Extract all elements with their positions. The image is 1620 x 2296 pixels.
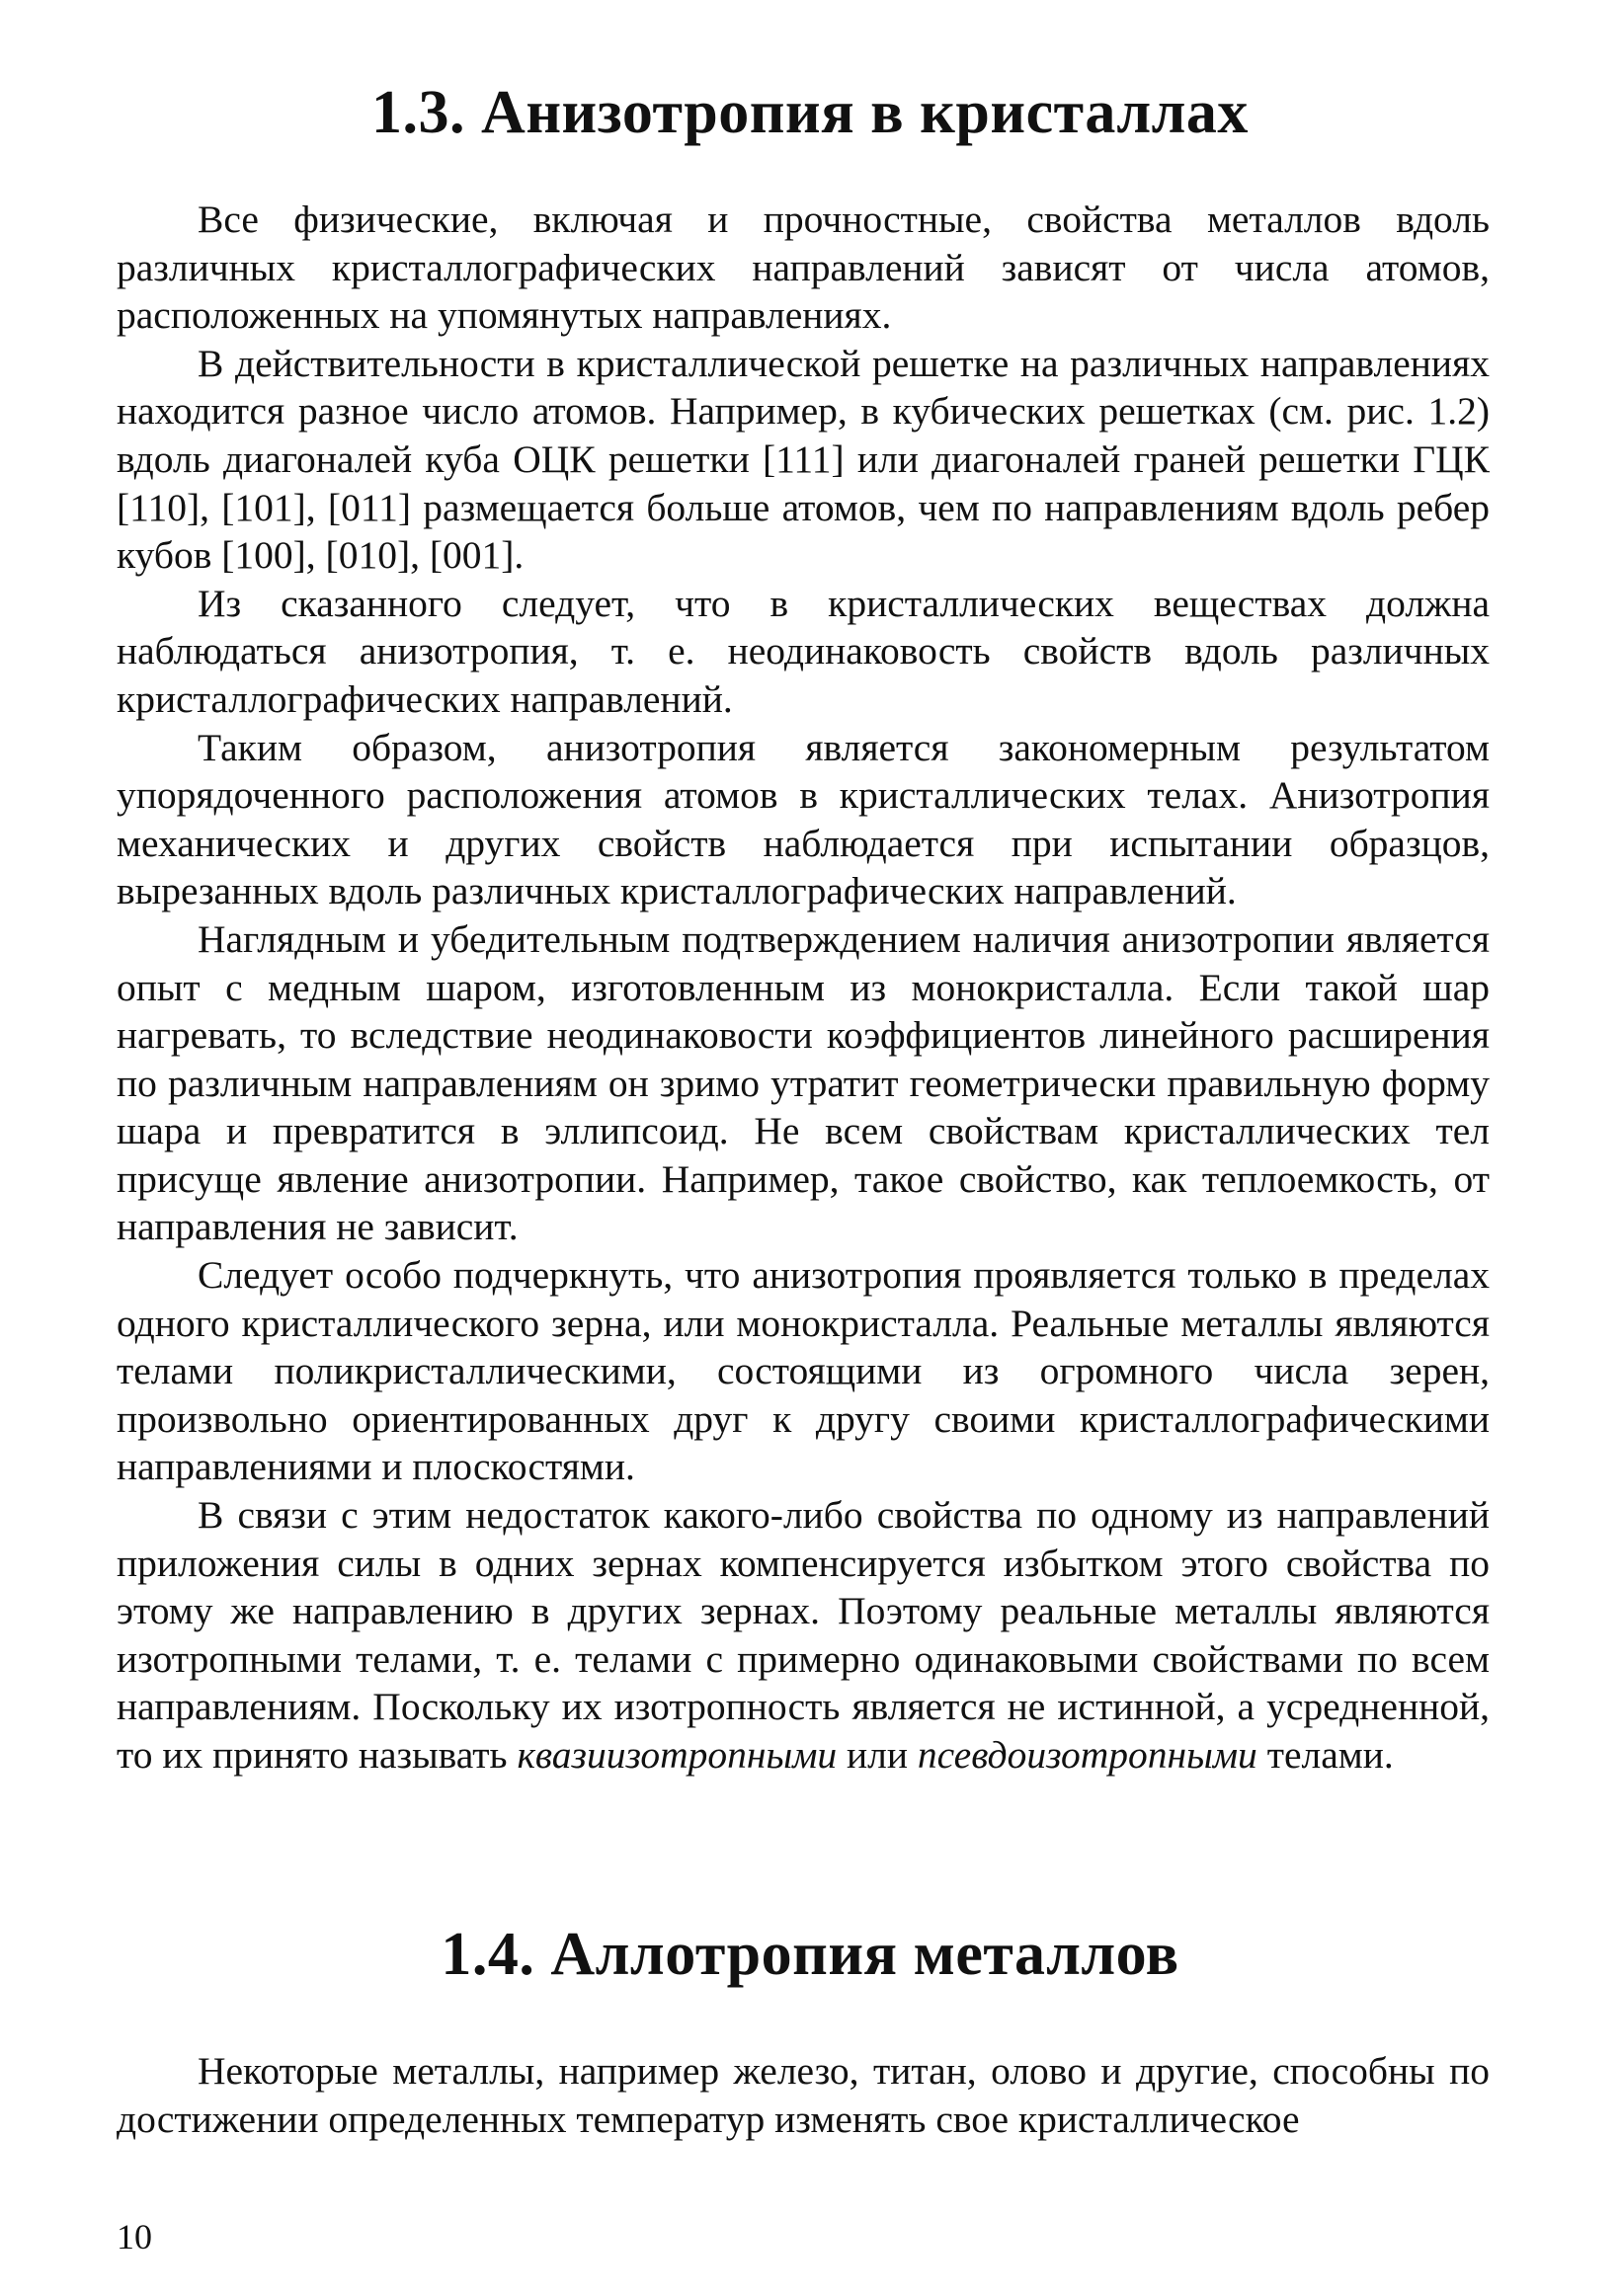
paragraph-with-terms <box>117 1491 1490 1780</box>
paragraph: Из сказанного следует, что в кристаллических веществах должна наблюдаться анизотропия, т. е. неодинаковость свойств вдоль различных кристаллографических направлений. <box>117 581 1490 721</box>
paragraph: В действительности в кристаллической решетке на различных направлениях находится разное число атомов. Например, в кубических решетках (см. рис. 1.2) вдоль диагоналей куба ОЦК решетки [111] или диагоналей граней решетки ГЦК [110], [101], [011] размещается больше атомов, чем по направлениям вдоль ребер кубов [100], [010], [001]. <box>117 341 1490 578</box>
paragraph: Все физические, включая и прочностные, свойства металлов вдоль различных кристаллографических направлений зависят от числа атомов, расположенных на упомянутых направлениях. <box>117 198 1490 338</box>
page-number: 10 <box>117 2217 152 2256</box>
section-title-allotropy: 1.4. Аллотропия металлов <box>441 1921 1179 1988</box>
paragraph: Наглядным и убедительным подтверждением наличия анизотропии является опыт с медным шаром, изготовленным из монокристалла. Если такой шар нагревать, то вследствие неодинаковости коэффициентов линейного расширения по различным направлениям он зримо утратит геометрически правильную форму шара и превратится в эллипсоид. Не всем свойствам кристаллических тел присуще явление анизотропии. Например, такое свойство, как теплоемкость, от направления не зависит. <box>117 916 1490 1249</box>
paragraph: Некоторые металлы, например железо, титан, олово и другие, способны по достижении определенных температур изменять свое кристаллическое <box>117 2049 1490 2141</box>
paragraph-ending: телами. <box>1256 1733 1394 1777</box>
paragraph: Таким образом, анизотропия является закономерным результатом упорядоченного расположения атомов в кристаллических телах. Анизотропия механических и других свойств наблюдается при испытании образцов, вырезанных вдоль различных кристаллографических направлений. <box>117 725 1490 913</box>
section-body-anisotropy <box>117 196 1490 1780</box>
paragraph: Следует особо подчеркнуть, что анизотропия проявляется только в пределах одного кристаллического зерна, или монокристалла. Реальные металлы являются телами поликристаллическими, состоящими из огромного числа зерен, произвольно ориентированных друг к другу своими кристаллографическими направлениями и плоскостями. <box>117 1253 1490 1489</box>
section-body-allotropy <box>117 2047 1490 2143</box>
paragraph-text: В связи с этим недостаток какого-либо свойства по одному из направлений приложения силы в одних зернах компенсируется избытком этого свойства по этому же направлению в других зернах. Поэтому реальные металлы являются изотропными телами, т. е. телами с примерно одинаковыми свойствами по всем направлениям. Поскольку их изотропность является не истинной, а усредненной, то их принято называть <box>117 1493 1490 1777</box>
term-pseudo-isotropic: псевдоизотропными <box>917 1733 1257 1777</box>
section-title-anisotropy: 1.3. Анизотропия в кристаллах <box>371 79 1249 146</box>
paragraph-connector: или <box>837 1733 918 1777</box>
term-quasi-isotropic: квазиизотропными <box>517 1733 838 1777</box>
